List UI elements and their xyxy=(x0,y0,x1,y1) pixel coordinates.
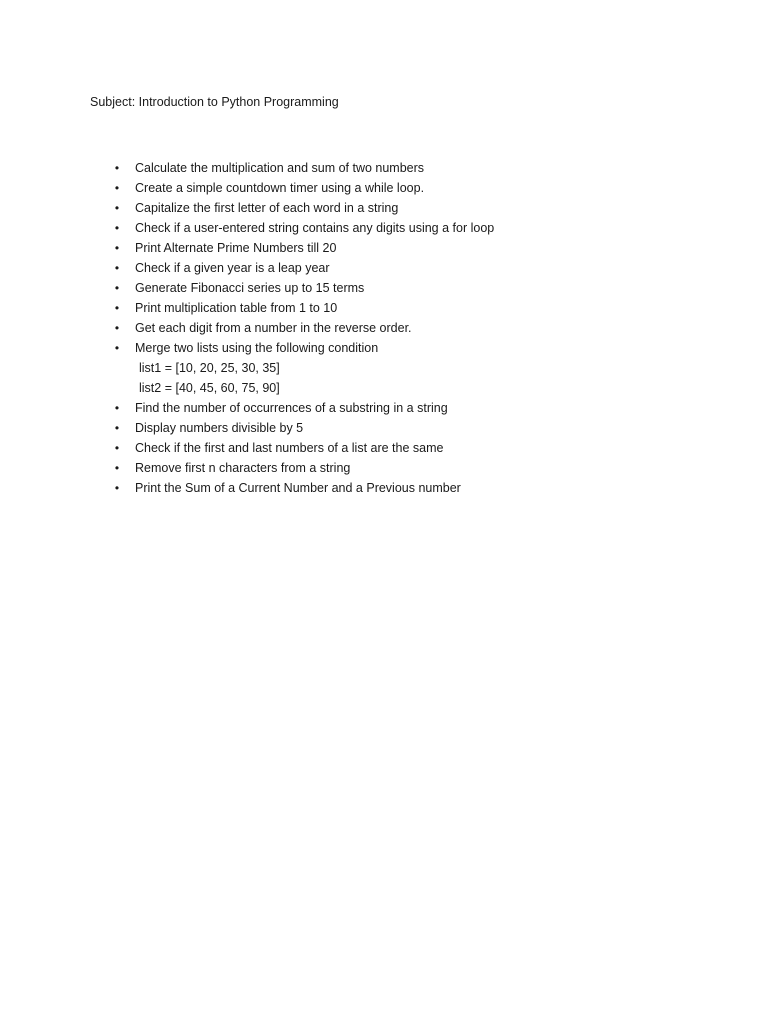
task-text: Find the number of occurrences of a substring in a string xyxy=(135,401,448,415)
bullet-icon: • xyxy=(114,341,120,355)
merge-detail-text: list2 = [40, 45, 60, 75, 90] xyxy=(139,381,280,395)
bullet-icon: • xyxy=(114,281,120,295)
task-text: Create a simple countdown timer using a while loop. xyxy=(135,181,425,195)
bullet-icon: • xyxy=(114,301,120,315)
bullet-icon: • xyxy=(114,481,120,495)
bullet-icon: • xyxy=(114,421,120,435)
bullet-icon: • xyxy=(114,181,120,195)
task-text: Calculate the multiplication and sum of two numbers xyxy=(135,161,425,175)
bullet-icon: • xyxy=(114,401,120,415)
task-text: Merge two lists using the following condition xyxy=(135,341,379,355)
bullet-icon: • xyxy=(114,201,120,215)
merge-detail-text: list1 = [10, 20, 25, 30, 35] xyxy=(139,361,280,375)
task-text: Display numbers divisible by 5 xyxy=(135,421,304,435)
task-text: Generate Fibonacci series up to 15 terms xyxy=(135,281,365,295)
bullet-icon: • xyxy=(114,441,120,455)
bullet-icon: • xyxy=(114,241,120,255)
task-text: Check if the first and last numbers of a list are the same xyxy=(135,441,444,455)
bullet-icon: • xyxy=(114,161,120,175)
task-text: Print the Sum of a Current Number and a Previous number xyxy=(135,481,461,495)
bullet-icon: • xyxy=(114,461,120,475)
task-text: Check if a given year is a leap year xyxy=(135,261,330,275)
task-text: Remove first n characters from a string xyxy=(135,461,351,475)
task-text: Print multiplication table from 1 to 10 xyxy=(135,301,338,315)
bullet-icon: • xyxy=(114,321,120,335)
page-title: Subject: Introduction to Python Programming xyxy=(90,95,339,109)
task-text: Capitalize the first letter of each word in a string xyxy=(135,201,399,215)
task-text: Print Alternate Prime Numbers till 20 xyxy=(135,241,337,255)
bullet-icon: • xyxy=(114,261,120,275)
task-text: Get each digit from a number in the reverse order. xyxy=(135,321,412,335)
task-text: Check if a user-entered string contains any digits using a for loop xyxy=(135,221,495,235)
bullet-icon: • xyxy=(114,221,120,235)
